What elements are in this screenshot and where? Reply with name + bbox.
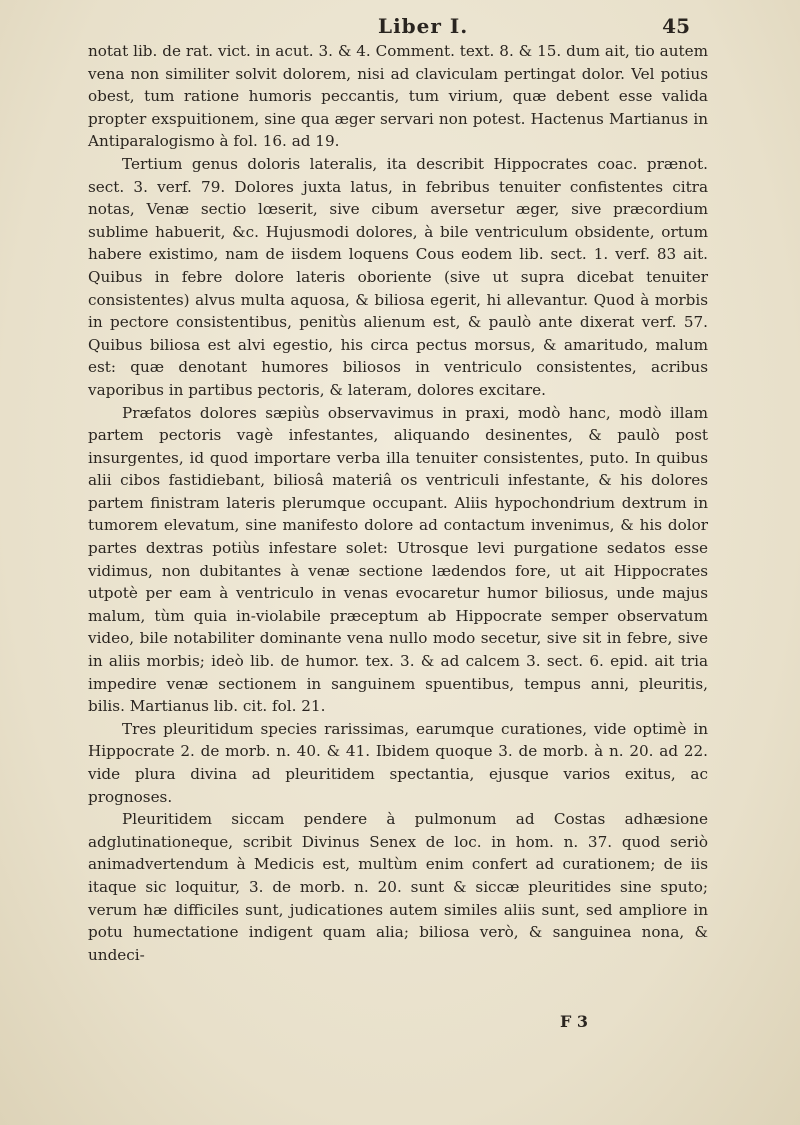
- paragraph-1: notat lib. de rat. vict. in acut. 3. & 4. Comment. text. 8. & 15. dum ait, tio autem vena non similiter solvit dolorem, nisi ad claviculam pertingat dolor. Vel potius obest, tum ratione humoris peccantis, tum virium, quæ debent esse valida propter exspuitionem, sine qua æger servari non potest. Hactenus Martianus in Antiparalogismo à fol. 16. ad 19.: [88, 42, 708, 151]
- body-text: [88, 40, 708, 966]
- running-title: Liber I.: [378, 14, 469, 38]
- paragraph-4: Tres pleuritidum species rarissimas, earumque curationes, vide optimè in Hippocrate 2. de morb. n. 40. & 41. Ibidem quoque 3. de morb. à n. 20. ad 22. vide plura divina ad pleuritidem spectantia, ejusque varios exitus, ac prognoses.: [88, 719, 708, 806]
- paragraph-3: Præfatos dolores sæpiùs observavimus in praxi, modò hanc, modò illam partem pectoris vagè infestantes, aliquando desinentes, & paulò post insurgentes, id quod importare verba illa tenuiter consistentes, puto. In quibus alii cibos fastidiebant, biliosâ materiâ os ventriculi infestante, & his dolores partem finistram lateris plerumque occupant. Aliis hypochondrium dextrum in tumorem elevatum, sine manifesto dolore ad contactum invenimus, & his dolor partes dextras potiùs infestare solet: Utrosque levi purgatione sedatos esse vidimus, non dubitantes à venæ sectione lædendos fore, ut ait Hippocrates utpotè per eam à ventriculo in venas evocaretur humor biliosus, unde majus malum, tùm quia in-violabile præceptum ab Hippocrate semper observatum video, bile notabiliter dominante vena nullo modo secetur, sive sit in febre, sive in aliis morbis; ideò lib. de humor. tex. 3. & ad calcem 3. sect. 6. epid. ait tria impedire venæ sectionem in sanguinem spuentibus, tempus anni, pleuritis, bilis. Martianus lib. cit. fol. 21.: [88, 403, 708, 716]
- paragraph-5: Pleuritidem siccam pendere à pulmonum ad Costas adhæsione adglutinationeque, scribit Divinus Senex de loc. in hom. n. 37. quod seriò animadvertendum à Medicis est, multùm enim confert ad curationem; de iis itaque sic loquitur, 3. de morb. n. 20. sunt & siccæ pleuritides sine sputo; verum hæ difficiles sunt, judicationes autem similes aliis sunt, sed ampliore in potu humectatione indigent quam alia; biliosa verò, & sanguinea nona, & undeci-: [88, 810, 708, 964]
- running-head: [88, 12, 690, 40]
- paragraph-2: Tertium genus doloris lateralis, ita describit Hippocrates coac. prænot. sect. 3. verf. 79. Dolores juxta latus, in febribus tenuiter confistentes citra notas, Venæ sectio lœserit, sive cibum aversetur æger, sive præcordium sublime habuerit, &c. Hujusmodi dolores, à bile ventriculum obsidente, ortum habere existimo, nam de iisdem loquens Cous eodem lib. sect. 1. verf. 83 ait. Quibus in febre dolore lateris oboriente (sive ut supra dicebat tenuiter consistentes) alvus multa aquosa, & biliosa egerit, hi allevantur. Quod à morbis in pectore consistentibus, penitùs alienum est, & paulò ante dixerat verf. 57. Quibus biliosa est alvi egestio, his circa pectus morsus, & amaritudo, malum est: quæ denotant humores biliosos in ventriculo consistentes, acribus vaporibus in partibus pectoris, & lateram, dolores excitare.: [88, 154, 708, 399]
- page-number: 45: [662, 14, 690, 38]
- signature-mark: F 3: [560, 1012, 589, 1031]
